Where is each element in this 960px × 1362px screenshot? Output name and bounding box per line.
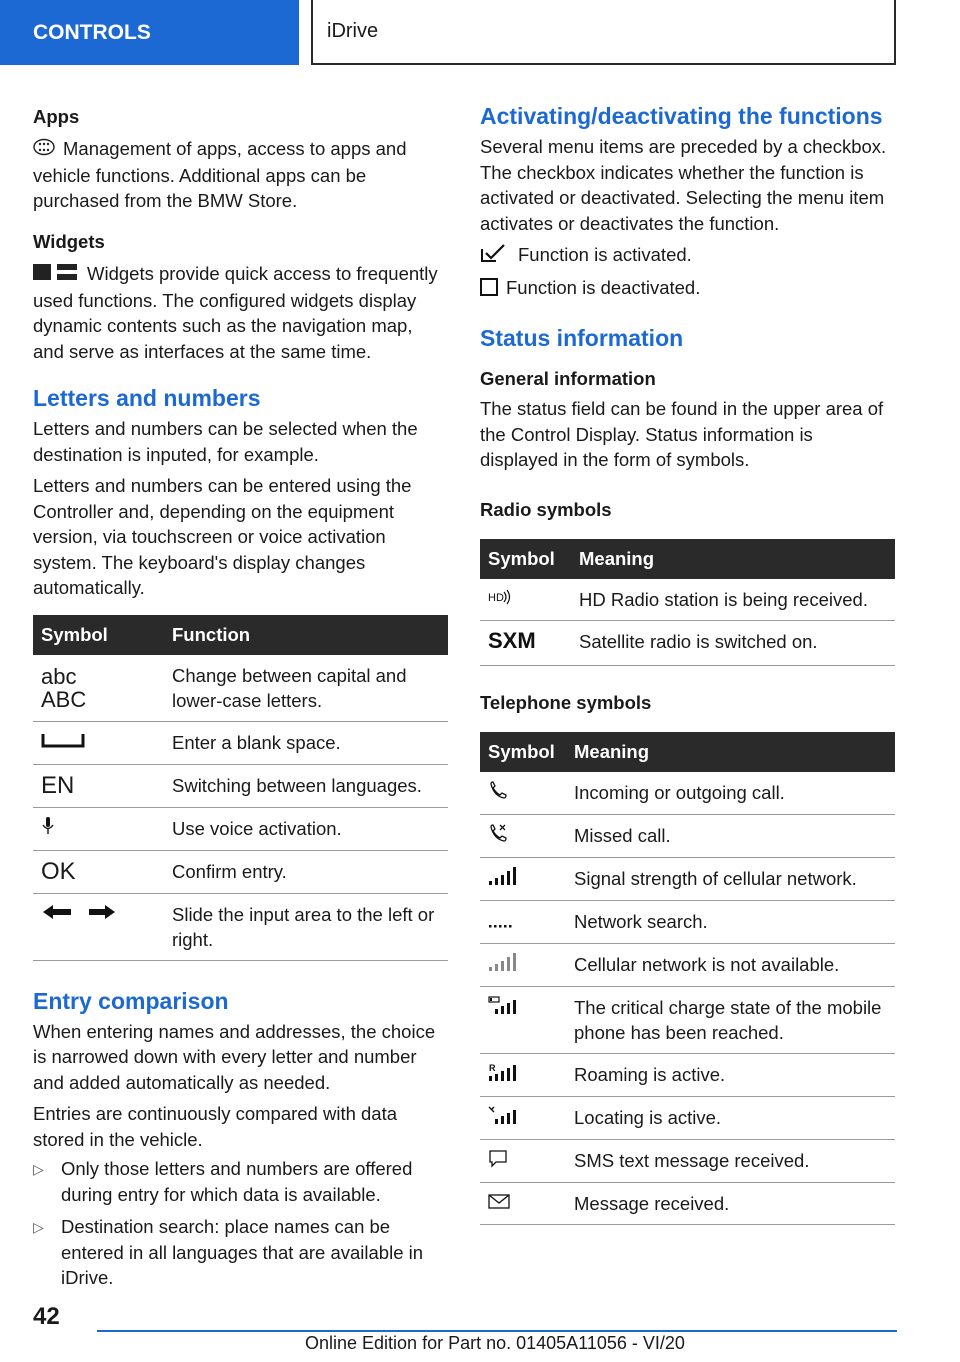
radio-heading: Radio symbols bbox=[480, 498, 612, 520]
symbol-cell bbox=[33, 721, 164, 764]
widgets-text: Widgets provide quick access to frequently used functions. The configured widgets display dynamic contents such as the navigation map, and serve as interfaces at the same time. bbox=[33, 262, 438, 362]
phone-handset-icon bbox=[488, 783, 508, 804]
roaming-icon bbox=[488, 1062, 516, 1086]
missed-call-icon bbox=[488, 826, 508, 847]
table-header-row bbox=[33, 615, 448, 655]
section-tab bbox=[0, 0, 299, 65]
function-cell: Slide the input area to the left or right. bbox=[164, 893, 448, 960]
table-header-row bbox=[480, 732, 895, 772]
symbol-cell bbox=[33, 850, 164, 893]
table-row bbox=[33, 655, 448, 722]
sms-icon bbox=[488, 1151, 508, 1172]
table-row bbox=[480, 814, 895, 857]
checkbox-unchecked-icon bbox=[480, 277, 498, 303]
locating-icon bbox=[488, 1108, 516, 1129]
entry-paragraph-1: When entering names and addresses, the choice is narrowed down with every letter and number and added automatically as needed. bbox=[33, 1020, 436, 1093]
meaning-cell: Roaming is active. bbox=[566, 1053, 895, 1096]
meaning-cell: Signal strength of cellular network. bbox=[566, 857, 895, 900]
table-row bbox=[33, 807, 448, 850]
apps-paragraph bbox=[33, 136, 448, 214]
column-header-meaning: Meaning bbox=[566, 732, 895, 772]
table-row bbox=[480, 986, 895, 1053]
symbol-cell bbox=[480, 1139, 566, 1182]
entry-paragraph-2: Entries are continuously compared with data stored in the vehicle. bbox=[33, 1103, 398, 1150]
apps-icon bbox=[33, 137, 55, 163]
symbol-cell bbox=[480, 1182, 566, 1224]
table-row bbox=[480, 620, 895, 665]
table-row bbox=[480, 772, 895, 815]
triangle-bullet-icon: ▷ bbox=[33, 1161, 44, 1178]
meaning-cell: Locating is active. bbox=[566, 1096, 895, 1139]
hd-radio-icon bbox=[488, 589, 512, 610]
column-header-function: Function bbox=[164, 615, 448, 655]
telephone-heading: Telephone symbols bbox=[480, 691, 652, 713]
table-row bbox=[33, 764, 448, 807]
letters-table bbox=[33, 615, 448, 961]
activated-line bbox=[480, 242, 895, 269]
column-header-symbol: Symbol bbox=[480, 539, 571, 579]
activating-heading: Activating/deactivating the functions bbox=[480, 103, 883, 129]
space-bar-icon bbox=[41, 733, 85, 754]
microphone-icon bbox=[41, 819, 55, 840]
symbol-cell bbox=[480, 857, 566, 900]
function-cell: Enter a blank space. bbox=[164, 721, 448, 764]
table-row bbox=[480, 1182, 895, 1224]
bullet-text: Only those letters and numbers are offered during entry for which data is available. bbox=[61, 1158, 413, 1205]
table-row bbox=[480, 1053, 895, 1096]
arrows-left-right-icon bbox=[41, 905, 117, 926]
right-column bbox=[480, 100, 895, 1225]
triangle-bullet-icon: ▷ bbox=[33, 1219, 44, 1236]
widgets-icon bbox=[33, 262, 79, 288]
meaning-cell: Missed call. bbox=[566, 814, 895, 857]
column-header-symbol: Symbol bbox=[480, 732, 566, 772]
svg-text:R: R bbox=[489, 1062, 496, 1073]
table-row bbox=[33, 850, 448, 893]
envelope-icon bbox=[488, 1193, 510, 1214]
symbol-cell bbox=[33, 655, 164, 722]
table-row bbox=[480, 857, 895, 900]
svg-text:HD: HD bbox=[488, 591, 504, 604]
chapter-title: iDrive bbox=[327, 20, 379, 42]
symbol-cell bbox=[480, 1096, 566, 1139]
radio-table bbox=[480, 539, 895, 666]
footer-divider bbox=[97, 1330, 897, 1332]
page-number: 42 bbox=[33, 1303, 60, 1330]
bullet-text: Destination search: place names can be entered in all languages that are available in iDrive. bbox=[61, 1216, 424, 1289]
network-search-icon bbox=[488, 912, 516, 933]
meaning-cell: Cellular network is not available. bbox=[566, 943, 895, 986]
activating-paragraph: Several menu items are preceded by a checkbox. The checkbox indicates whether the function is activated or deactivated. Selecting the menu item activates or deactivates the function. bbox=[480, 136, 887, 234]
status-heading: Status information bbox=[480, 325, 684, 352]
general-heading: General information bbox=[480, 368, 656, 390]
symbol-cell bbox=[480, 772, 566, 815]
function-cell: Confirm entry. bbox=[164, 850, 448, 893]
signal-strength-icon bbox=[488, 869, 516, 890]
symbol-cell bbox=[480, 943, 566, 986]
widgets-paragraph bbox=[33, 261, 448, 364]
case-toggle-icon: abc ABC bbox=[41, 663, 87, 712]
meaning-cell: Satellite radio is switched on. bbox=[571, 620, 895, 665]
symbol-cell bbox=[480, 1053, 566, 1096]
symbol-cell bbox=[480, 900, 566, 943]
column-header-meaning: Meaning bbox=[571, 539, 895, 579]
checkbox-checked-icon bbox=[480, 243, 506, 270]
function-cell: Change between capital and lower-case letters. bbox=[164, 655, 448, 722]
left-column bbox=[33, 100, 448, 1298]
apps-heading: Apps bbox=[33, 106, 80, 127]
entry-heading: Entry comparison bbox=[33, 987, 229, 1014]
function-cell: Use voice activation. bbox=[164, 807, 448, 850]
function-cell: Switching between languages. bbox=[164, 764, 448, 807]
table-row bbox=[480, 1096, 895, 1139]
table-row bbox=[480, 579, 895, 621]
table-row bbox=[33, 721, 448, 764]
svg-text:SXM: SXM bbox=[488, 628, 536, 651]
entry-bullet-list bbox=[33, 1156, 448, 1291]
symbol-cell bbox=[33, 764, 164, 807]
symbol-cell bbox=[480, 814, 566, 857]
table-row bbox=[480, 943, 895, 986]
table-row bbox=[480, 1139, 895, 1182]
table-row bbox=[33, 893, 448, 960]
symbol-cell bbox=[33, 893, 164, 960]
meaning-cell: SMS text message received. bbox=[566, 1139, 895, 1182]
list-item bbox=[33, 1214, 448, 1291]
meaning-cell: The critical charge state of the mobile phone has been reached. bbox=[566, 986, 895, 1053]
list-item bbox=[33, 1156, 448, 1207]
table-header-row bbox=[480, 539, 895, 579]
symbol-cell bbox=[480, 986, 566, 1053]
footer-edition: Online Edition for Part no. 01405A11056 - VI/20 bbox=[305, 1333, 685, 1353]
widgets-heading: Widgets bbox=[33, 230, 105, 252]
column-header-symbol: Symbol bbox=[33, 615, 164, 655]
symbol-cell bbox=[480, 620, 571, 665]
general-paragraph: The status field can be found in the upper area of the Control Display. Status information is displayed in the form of symbols. bbox=[480, 398, 884, 471]
no-network-icon bbox=[488, 955, 516, 976]
section-label: CONTROLS bbox=[33, 20, 151, 44]
meaning-cell: Network search. bbox=[566, 900, 895, 943]
sxm-logo-icon bbox=[488, 628, 558, 655]
deactivated-line bbox=[480, 275, 895, 302]
apps-text: Management of apps, access to apps and vehicle functions. Additional apps can be purchased from the BMW Store. bbox=[33, 138, 407, 212]
meaning-cell: Incoming or outgoing call. bbox=[566, 772, 895, 815]
activated-text: Function is activated. bbox=[518, 244, 692, 265]
chapter-tab bbox=[311, 0, 896, 65]
battery-critical-icon bbox=[488, 998, 516, 1019]
letters-paragraph-2: Letters and numbers can be entered using the Controller and, depending on the equipment version, via touchscreen or voice activation system. The keyboard's display changes automatically. bbox=[33, 475, 412, 599]
table-row bbox=[480, 900, 895, 943]
symbol-cell bbox=[33, 807, 164, 850]
letters-paragraph-1: Letters and numbers can be selected when the destination is inputed, for example. bbox=[33, 418, 418, 465]
symbol-cell bbox=[480, 579, 571, 621]
telephone-table bbox=[480, 732, 895, 1225]
meaning-cell: Message received. bbox=[566, 1182, 895, 1224]
letters-heading: Letters and numbers bbox=[33, 385, 261, 412]
language-icon: EN bbox=[41, 771, 75, 799]
ok-icon: OK bbox=[41, 857, 76, 885]
meaning-cell: HD Radio station is being received. bbox=[571, 579, 895, 621]
deactivated-text: Function is deactivated. bbox=[506, 277, 701, 299]
